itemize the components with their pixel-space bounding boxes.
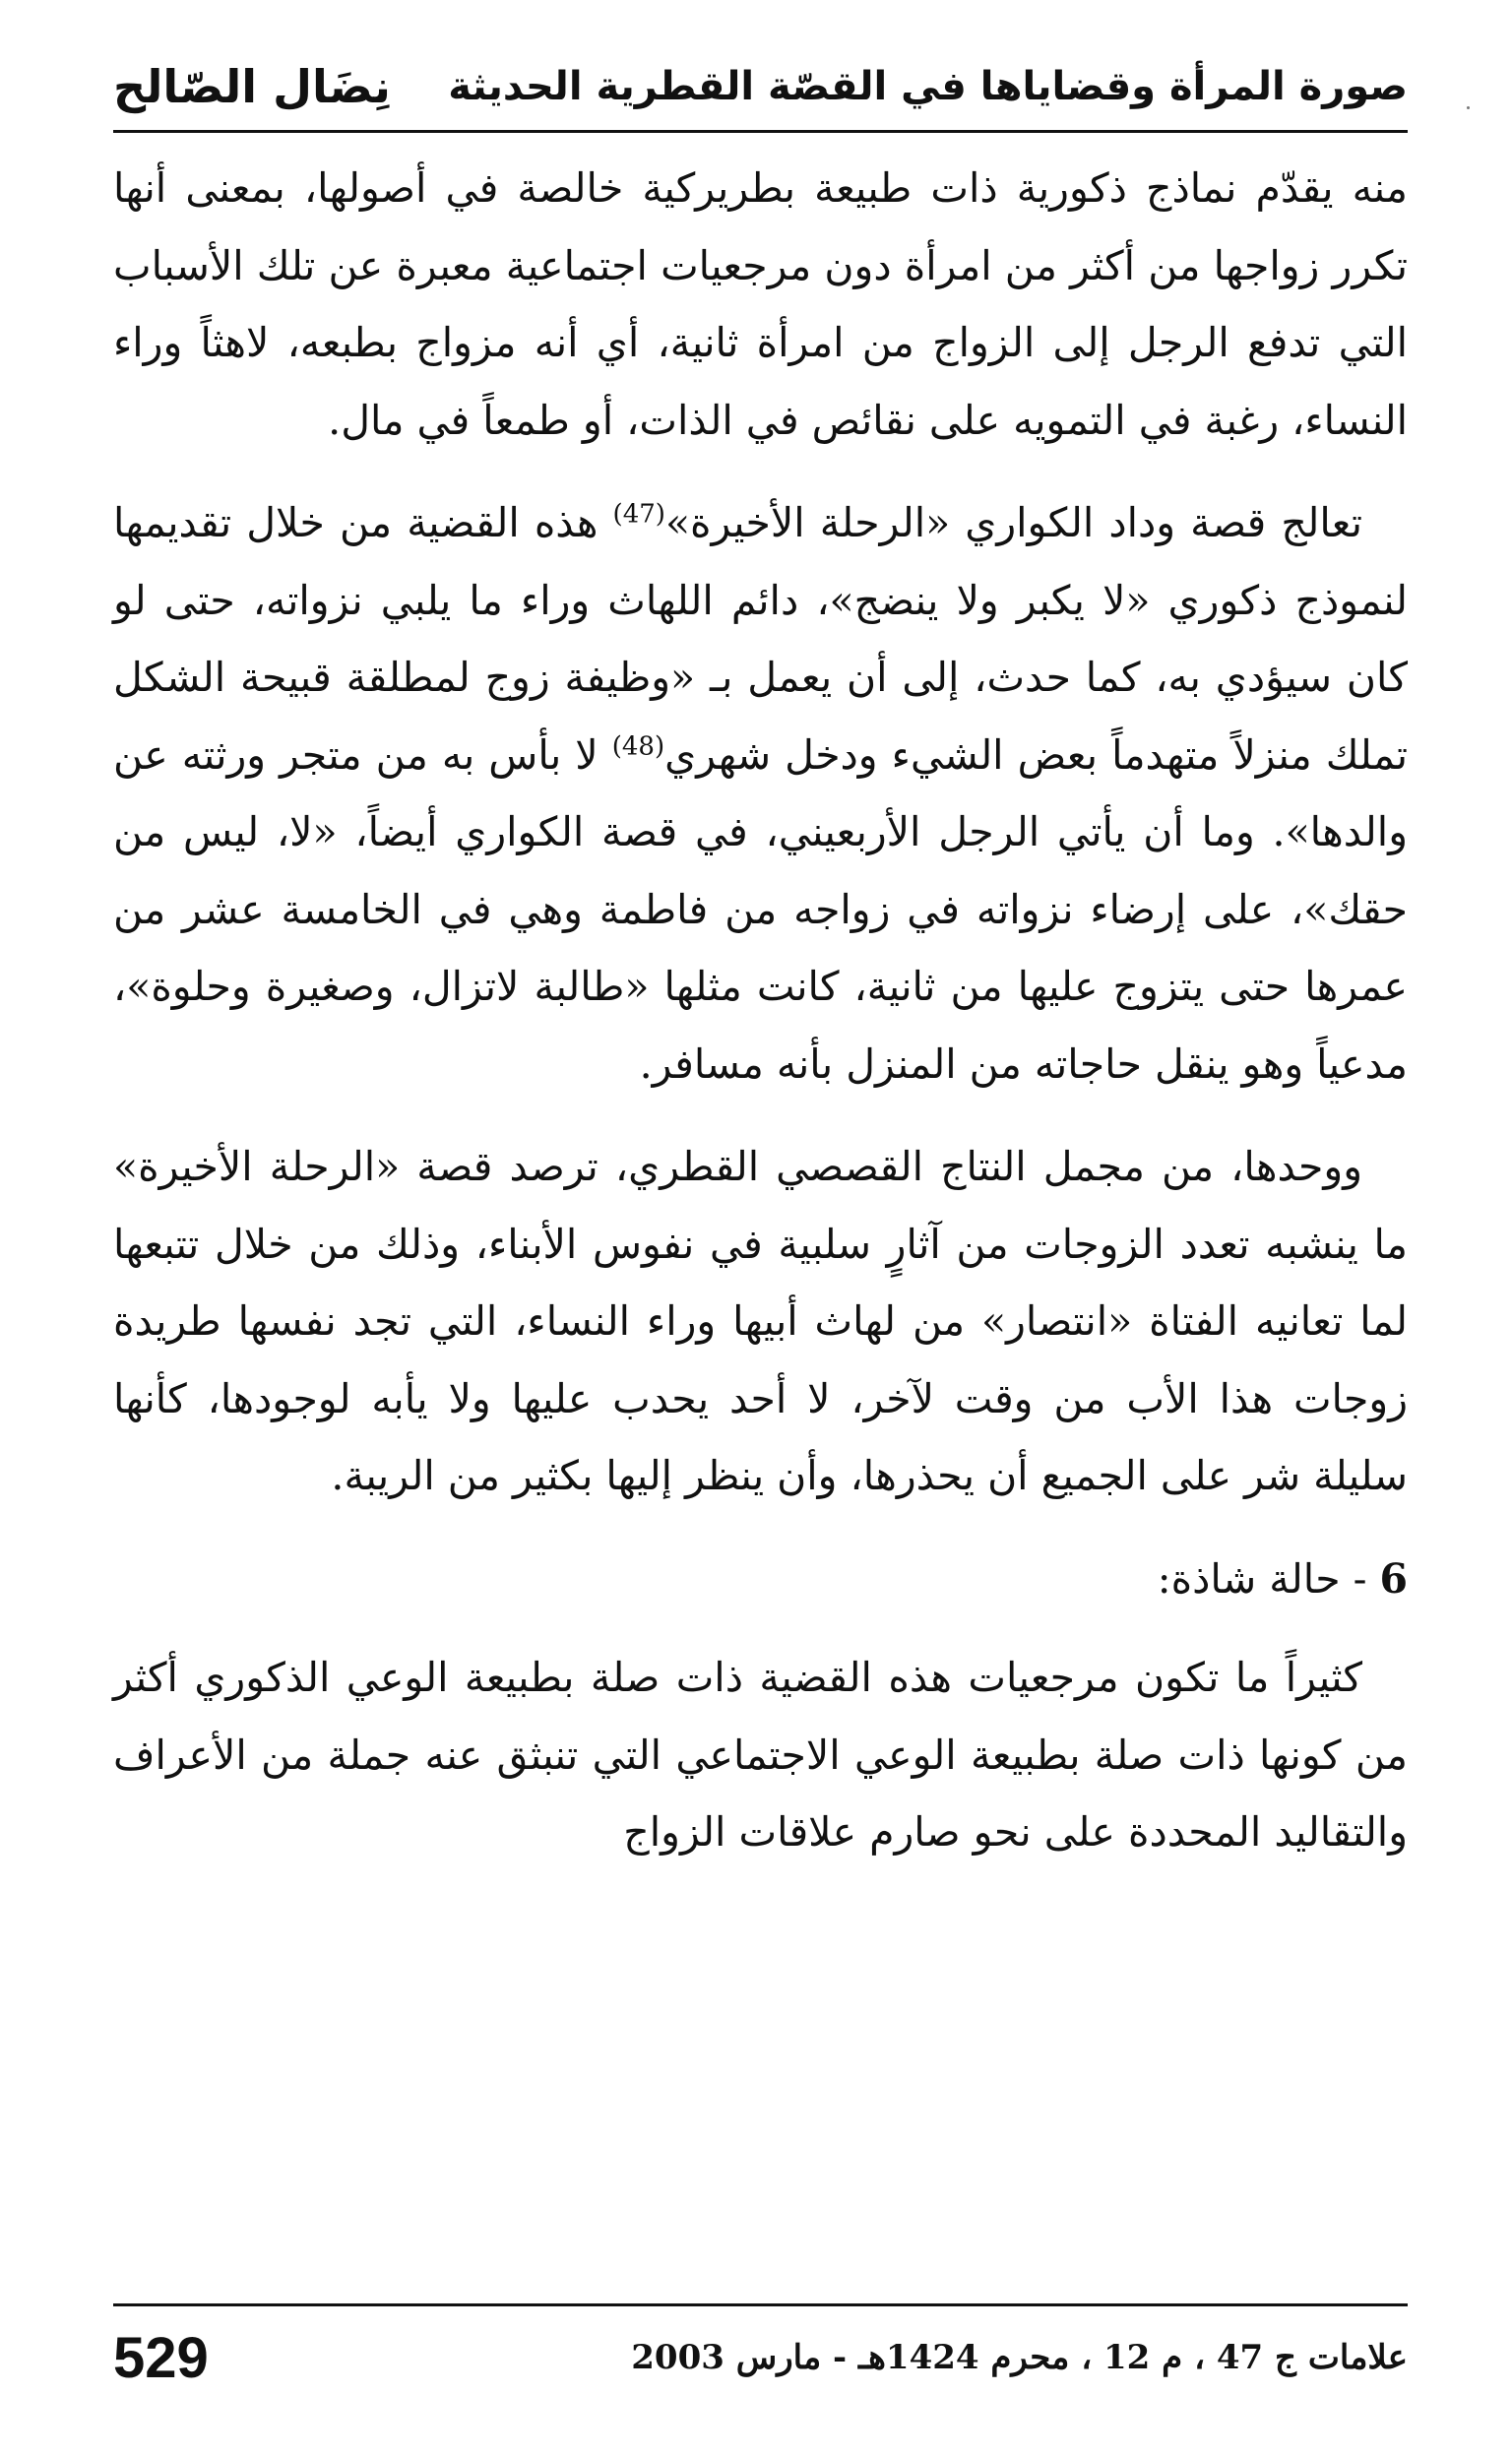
section-title: - حالة شاذة: [1157, 1554, 1380, 1603]
paragraph-3: ووحدها، من مجمل النتاج القصصي القطري، ترصد قصة «الرحلة الأخيرة» ما ينشبه تعدد الزوجات من آثارٍ سلبية في نفوس الأبناء، وذلك من خلال تتبعها لما تعانيه الفتاة «انتصار» من لهاث أبيها وراء النساء، التي تجد نفسها طريدة زوجات هذا الأب من وقت لآخر، لا أحد يحدب عليها ولا يأبه لوجودها، كأنها سليلة شر على الجميع أن يحذرها، وأن ينظر إليها بكثير من الريبة. [113, 1143, 1408, 1499]
paragraph-2-part-c: لا بأس به من متجر ورثته عن والدها». وما أن يأتي الرجل الأربعيني، في قصة الكواري أيضاً، «لا، ليس من حقك»، على إرضاء نزواته في زواجه من فاطمة وهي في الخامسة عشر من عمرها حتى يتزوج عليها من ثانية، كانت مثلها «طالبة لاتزال، وصغيرة وحلوة»، مدعياً وهو ينقل حاجاته من المنزل بأنه مسافر. [113, 730, 1408, 1088]
running-title: صورة المرأة وقضاياها في القصّة القطرية الحديثة [448, 64, 1408, 109]
section-number: 6 [1379, 1554, 1408, 1603]
paragraph-2 [113, 484, 1408, 1102]
footnote-ref-48: (48) [611, 730, 665, 761]
article-body [113, 150, 1408, 1897]
page-footer [113, 2313, 1408, 2402]
footer-rule [113, 2303, 1408, 2306]
page-number: 529 [113, 2325, 209, 2390]
paragraph-1: منه يقدّم نماذج ذكورية ذات طبيعة بطريركية خالصة في أصولها، بمعنى أنها تكرر زواجها من أكثر من امرأة دون مرجعيات اجتماعية معبرة عن تلك الأسباب التي تدفع الرجل إلى الزواج من امرأة ثانية، أي أنه مزواج بطبعه، لاهثاً وراء النساء، رغبة في التمويه على نقائص في الذات، أو طمعاً في مال. [113, 164, 1408, 444]
section-heading [113, 1541, 1408, 1618]
journal-info: علامات ج 47 ، م 12 ، محرم 1424هـ - مارس 2003 [631, 2338, 1408, 2377]
footnote-ref-47: (47) [612, 499, 665, 530]
paragraph-2-part-a: تعالج قصة وداد الكواري «الرحلة الأخيرة» [664, 499, 1362, 546]
author-name: نِضَال الصّالح [113, 60, 391, 113]
margin-speck [1467, 106, 1470, 109]
header-rule [113, 130, 1408, 133]
document-page [113, 39, 1408, 2422]
paragraph-4: كثيراً ما تكون مرجعيات هذه القضية ذات صلة بطبيعة الوعي الذكوري أكثر من كونها ذات صلة بطبيعة الوعي الاجتماعي التي تنبثق عنه جملة من الأعراف والتقاليد المحددة على نحو صارم علاقات الزواج [113, 1654, 1408, 1856]
page-header [113, 51, 1408, 122]
paragraph-2-part-b: هذه القضية من خلال تقديمها لنموذج ذكوري «لا يكبر ولا ينضج»، دائم اللهاث وراء ما يلبي نزواته، حتى لو كان سيؤدي به، كما حدث، إلى أن يعمل بـ «وظيفة زوج لمطلقة قبيحة الشكل تملك منزلاً متهدماً بعض الشيء ودخل شهري [113, 499, 1408, 779]
